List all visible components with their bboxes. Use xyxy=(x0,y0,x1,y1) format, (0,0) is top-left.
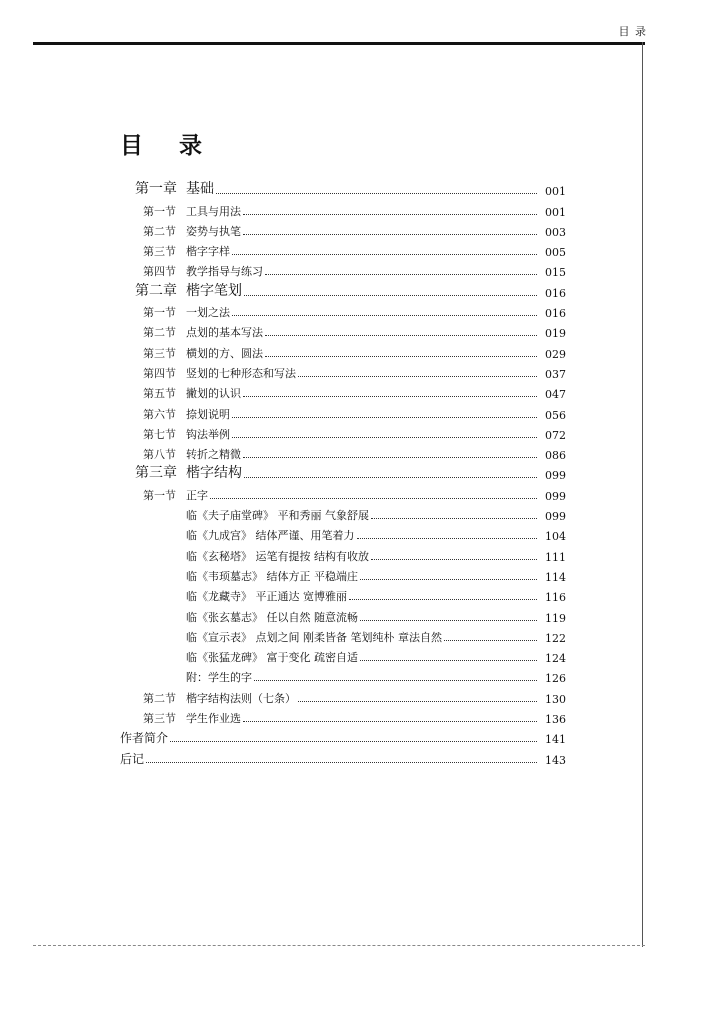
toc-entry-title: 后记 xyxy=(120,751,145,766)
toc-entry-section xyxy=(120,361,566,381)
toc-entry-number: 第三节 xyxy=(143,346,176,360)
toc-entry-page: 136 xyxy=(545,713,566,727)
toc-entry-title: 临《韦顼墓志》 结体方正 平稳端庄 xyxy=(186,569,358,583)
toc-entry-title: 楷字结构法则（七条） xyxy=(186,691,296,705)
toc-entry-section xyxy=(120,706,566,726)
dot-leader xyxy=(371,559,537,560)
toc-entry-page: 037 xyxy=(545,367,566,381)
toc-entry-chapter xyxy=(120,462,566,482)
toc-entry-title: 临《张猛龙碑》 富于变化 疏密自适 xyxy=(186,651,358,665)
dot-leader xyxy=(232,437,537,438)
dot-leader xyxy=(349,599,537,600)
dot-leader xyxy=(243,234,537,235)
toc-entry-page: 130 xyxy=(545,692,566,706)
toc-entry-section xyxy=(120,401,566,421)
toc-entry-sub xyxy=(120,625,566,645)
toc-entry-top xyxy=(120,746,566,766)
toc-entry-title: 点划的基本写法 xyxy=(186,326,263,340)
toc-entry-page: 001 xyxy=(545,185,566,199)
toc-entry-number: 第六节 xyxy=(143,407,176,421)
dot-leader xyxy=(243,457,537,458)
toc-entry-number: 第三章 xyxy=(135,465,177,482)
toc-entry-page: 099 xyxy=(545,489,566,503)
toc-entry-page: 015 xyxy=(545,266,566,280)
toc-entry-title: 捺划说明 xyxy=(186,407,230,421)
toc-entry-page: 003 xyxy=(545,225,566,239)
toc-entry-title: 正字 xyxy=(186,488,208,502)
dot-leader xyxy=(265,335,537,336)
dot-leader xyxy=(232,417,537,418)
toc-entry-number: 第五节 xyxy=(143,387,176,401)
dot-leader xyxy=(360,620,537,621)
bottom-rule xyxy=(33,945,645,946)
toc-entry-section xyxy=(120,239,566,259)
toc-entry-page: 056 xyxy=(545,408,566,422)
table-of-contents xyxy=(120,178,566,767)
dot-leader xyxy=(170,741,537,742)
dot-leader xyxy=(360,579,537,580)
toc-entry-page: 122 xyxy=(545,631,566,645)
toc-entry-title: 临《龙藏寺》 平正通达 宽博雅丽 xyxy=(186,590,347,604)
toc-entry-page: 126 xyxy=(545,672,566,686)
toc-entry-number: 第一节 xyxy=(143,306,176,320)
dot-leader xyxy=(298,376,537,377)
dot-leader xyxy=(254,680,537,681)
frame-right-rule xyxy=(642,42,643,947)
toc-entry-page: 124 xyxy=(545,652,566,666)
toc-entry-page: 104 xyxy=(545,530,566,544)
toc-entry-number: 第七节 xyxy=(143,427,176,441)
toc-entry-page: 099 xyxy=(545,469,566,483)
toc-entry-number: 第四节 xyxy=(143,366,176,380)
dot-leader xyxy=(444,640,537,641)
toc-entry-page: 047 xyxy=(545,388,566,402)
dot-leader xyxy=(265,356,537,357)
toc-entry-page: 016 xyxy=(545,307,566,321)
toc-entry-title: 临《九成宫》 结体严谨、用笔着力 xyxy=(186,529,355,543)
toc-entry-section xyxy=(120,300,566,320)
dot-leader xyxy=(146,762,537,763)
toc-entry-chapter xyxy=(120,279,566,299)
toc-entry-section xyxy=(120,259,566,279)
toc-entry-section xyxy=(120,422,566,442)
toc-entry-top xyxy=(120,726,566,746)
dot-leader xyxy=(243,214,537,215)
toc-entry-number: 第二章 xyxy=(135,282,177,299)
page-title: 目 录 xyxy=(120,133,217,159)
toc-entry-title: 工具与用法 xyxy=(186,204,241,218)
dot-leader xyxy=(371,518,537,519)
dot-leader xyxy=(357,538,538,539)
top-rule xyxy=(33,42,645,45)
toc-entry-title: 横划的方、圆法 xyxy=(186,346,263,360)
dot-leader xyxy=(216,193,537,194)
toc-entry-title: 临《张玄墓志》 任以自然 随意流畅 xyxy=(186,610,358,624)
toc-entry-page: 029 xyxy=(545,347,566,361)
running-head: 目 录 xyxy=(618,25,647,38)
toc-entry-title: 作者简介 xyxy=(120,731,169,746)
toc-entry-page: 143 xyxy=(545,753,566,767)
toc-entry-sub xyxy=(120,503,566,523)
toc-entry-number: 第三节 xyxy=(143,712,176,726)
toc-entry-title: 学生作业选 xyxy=(186,712,241,726)
toc-entry-sub xyxy=(120,523,566,543)
toc-entry-section xyxy=(120,320,566,340)
toc-entry-number: 第二节 xyxy=(143,224,176,238)
toc-entry-number: 第一节 xyxy=(143,488,176,502)
toc-entry-sub xyxy=(120,543,566,563)
toc-entry-number: 第四节 xyxy=(143,265,176,279)
toc-entry-title: 撇划的认识 xyxy=(186,387,241,401)
dot-leader xyxy=(232,254,537,255)
toc-entry-section xyxy=(120,219,566,239)
toc-entry-title: 钩法举例 xyxy=(186,427,230,441)
dot-leader xyxy=(265,274,537,275)
toc-entry-page: 016 xyxy=(545,286,566,300)
dot-leader xyxy=(243,396,537,397)
toc-entry-sub xyxy=(120,564,566,584)
dot-leader xyxy=(244,295,537,296)
toc-entry-sub xyxy=(120,645,566,665)
toc-entry-section xyxy=(120,685,566,705)
toc-entry-page: 099 xyxy=(545,510,566,524)
dot-leader xyxy=(232,315,537,316)
toc-entry-page: 086 xyxy=(545,449,566,463)
toc-entry-section xyxy=(120,482,566,502)
toc-entry-page: 072 xyxy=(545,428,566,442)
toc-entry-section xyxy=(120,442,566,462)
toc-entry-section xyxy=(120,198,566,218)
dot-leader xyxy=(298,701,537,702)
toc-entry-sub xyxy=(120,604,566,624)
dot-leader xyxy=(243,721,537,722)
toc-entry-page: 114 xyxy=(545,570,566,584)
toc-entry-number: 第三节 xyxy=(143,245,176,259)
toc-entry-page: 116 xyxy=(545,591,566,605)
toc-entry-title: 楷字结构 xyxy=(186,465,242,482)
dot-leader xyxy=(360,660,537,661)
toc-entry-page: 001 xyxy=(545,205,566,219)
toc-entry-number: 第二节 xyxy=(143,691,176,705)
toc-entry-title: 姿势与执笔 xyxy=(186,224,241,238)
toc-entry-title: 转折之精微 xyxy=(186,448,241,462)
toc-entry-title: 临《夫子庙堂碑》 平和秀丽 气象舒展 xyxy=(186,509,369,523)
toc-entry-title: 教学指导与练习 xyxy=(186,265,263,279)
toc-entry-section xyxy=(120,381,566,401)
toc-entry-title: 临《玄秘塔》 运笔有提按 结构有收放 xyxy=(186,549,369,563)
toc-entry-number: 第八节 xyxy=(143,448,176,462)
dot-leader xyxy=(244,477,537,478)
toc-entry-page: 005 xyxy=(545,246,566,260)
toc-entry-sub xyxy=(120,665,566,685)
toc-entry-title: 临《宣示表》 点划之间 刚柔皆备 笔划纯朴 章法自然 xyxy=(186,630,442,644)
toc-entry-sub xyxy=(120,584,566,604)
toc-entry-number: 第二节 xyxy=(143,326,176,340)
toc-entry-title: 竖划的七种形态和写法 xyxy=(186,366,296,380)
toc-entry-title: 一划之法 xyxy=(186,306,230,320)
toc-entry-title: 附：学生的字 xyxy=(186,671,252,685)
dot-leader xyxy=(210,498,537,499)
toc-entry-title: 楷字笔划 xyxy=(186,282,242,299)
toc-entry-page: 111 xyxy=(545,550,566,564)
toc-entry-page: 141 xyxy=(545,733,566,747)
toc-entry-chapter xyxy=(120,178,566,198)
toc-entry-number: 第一章 xyxy=(135,181,177,198)
toc-entry-title: 楷字字样 xyxy=(186,245,230,259)
toc-entry-page: 119 xyxy=(545,611,566,625)
toc-entry-title: 基础 xyxy=(186,181,214,198)
toc-entry-page: 019 xyxy=(545,327,566,341)
toc-entry-number: 第一节 xyxy=(143,204,176,218)
toc-entry-section xyxy=(120,340,566,360)
